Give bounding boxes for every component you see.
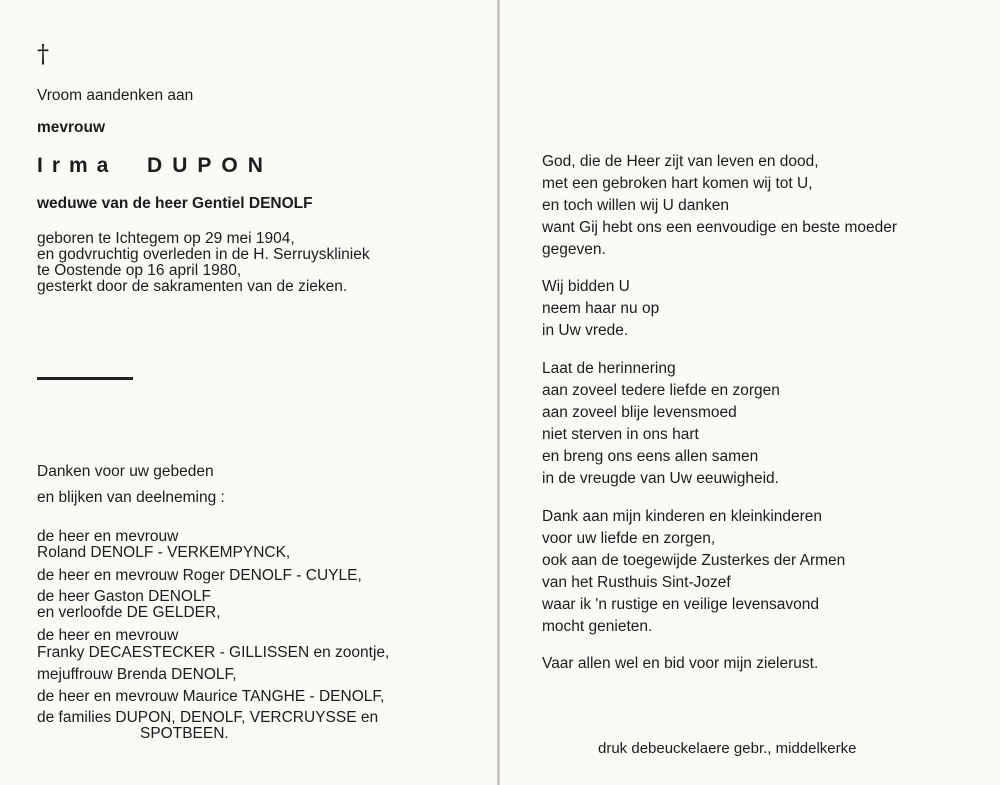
verse-stanza-3 bbox=[542, 358, 780, 490]
last-name: DUPON bbox=[147, 154, 273, 177]
verse-line: Dank aan mijn kinderen en kleinkinderen bbox=[542, 508, 823, 525]
family-line: en verloofde DE GELDER, bbox=[37, 604, 221, 621]
verse-stanza-2 bbox=[542, 276, 659, 342]
verse-line: en breng ons eens allen samen bbox=[542, 448, 759, 465]
verse-line: waar ik 'n rustige en veilige levensavond bbox=[542, 596, 819, 613]
verse-line: in Uw vrede. bbox=[542, 322, 629, 339]
verse-line: ook aan de toegewijde Zusterkes der Armen bbox=[542, 552, 846, 569]
verse-line: gegeven. bbox=[542, 241, 606, 258]
family-line: de heer en mevrouw bbox=[37, 627, 179, 644]
verse-line: niet sterven in ons hart bbox=[542, 426, 699, 443]
verse-line: voor uw liefde en zorgen, bbox=[542, 530, 716, 547]
left-panel bbox=[0, 0, 497, 785]
thanks-line: Danken voor uw gebeden bbox=[37, 463, 214, 480]
verse-line: neem haar nu op bbox=[542, 300, 660, 317]
family-line: de heer en mevrouw Roger DENOLF - CUYLE, bbox=[37, 567, 362, 584]
family-line: de heer Gaston DENOLF bbox=[37, 588, 212, 605]
verse-line: aan zoveel tedere liefde en zorgen bbox=[542, 382, 780, 399]
divider-rule bbox=[37, 377, 133, 380]
family-line: de heer en mevrouw bbox=[37, 528, 179, 545]
verse-line: aan zoveel blije levensmoed bbox=[542, 404, 737, 421]
cross-icon: † bbox=[37, 40, 49, 68]
widow-line: weduwe van de heer Gentiel DENOLF bbox=[37, 195, 313, 212]
family-line: de families DUPON, DENOLF, VERCRUYSSE en bbox=[37, 709, 379, 726]
family-line: de heer en mevrouw Maurice TANGHE - DENOLF, bbox=[37, 688, 385, 705]
verse-line: God, die de Heer zijt van leven en dood, bbox=[542, 153, 819, 170]
bio-line: gesterkt door de sakramenten van de zieken. bbox=[37, 278, 348, 295]
bio-line: en godvruchtig overleden in de H. Serruyskliniek bbox=[37, 246, 370, 263]
family-line: mejuffrouw Brenda DENOLF, bbox=[37, 666, 237, 683]
verse-line: in de vreugde van Uw eeuwigheid. bbox=[542, 470, 779, 487]
right-panel bbox=[500, 0, 1000, 785]
family-line: Franky DECAESTECKER - GILLISSEN en zoontje, bbox=[37, 644, 390, 661]
thanks-line: en blijken van deelneming : bbox=[37, 489, 225, 506]
verse-line: Wij bidden U bbox=[542, 278, 630, 295]
verse-stanza-4 bbox=[542, 506, 845, 638]
verse-line: en toch willen wij U danken bbox=[542, 197, 729, 214]
family-line: Roland DENOLF - VERKEMPYNCK, bbox=[37, 544, 291, 561]
closing-line: Vaar allen wel en bid voor mijn zielerust. bbox=[542, 655, 819, 672]
intro-text: Vroom aandenken aan bbox=[37, 87, 194, 104]
verse-line: want Gij hebt ons een eenvoudige en beste moeder bbox=[542, 219, 898, 236]
verse-line: van het Rusthuis Sint-Jozef bbox=[542, 574, 731, 591]
bio-line: te Oostende op 16 april 1980, bbox=[37, 262, 242, 279]
verse-line: mocht genieten. bbox=[542, 618, 653, 635]
family-line: SPOTBEEN. bbox=[140, 725, 229, 742]
first-name: Irma bbox=[37, 154, 118, 177]
verse-line: met een gebroken hart komen wij tot U, bbox=[542, 175, 813, 192]
bio-line: geboren te Ichtegem op 29 mei 1904, bbox=[37, 230, 295, 247]
deceased-name bbox=[37, 154, 273, 178]
title-word: mevrouw bbox=[37, 119, 106, 136]
printer-credit: druk debeuckelaere gebr., middelkerke bbox=[598, 740, 857, 757]
verse-stanza-1 bbox=[542, 151, 897, 261]
verse-line: Laat de herinnering bbox=[542, 360, 676, 377]
